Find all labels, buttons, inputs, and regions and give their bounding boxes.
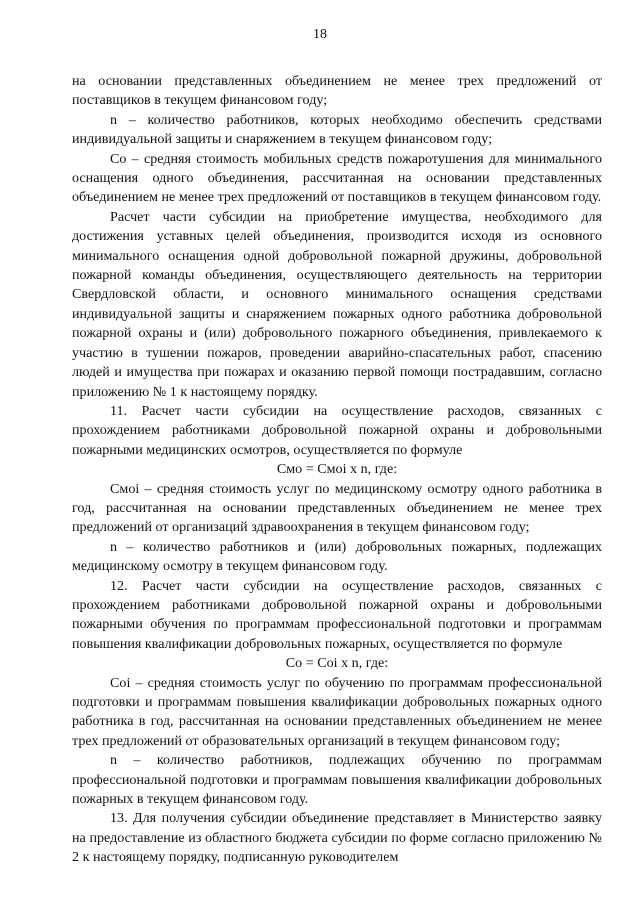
paragraph-smoi-definition: Смоi – средняя стоимость услуг по медицинскому осмотру одного работника в год, рассчитанная на основании представленных объединением не менее трех предложений от организаций здравоохранения в текущем финансовом году; xyxy=(72,480,602,536)
formula-smo: Смо = Смоi x n, где: xyxy=(276,461,398,478)
paragraph-co-definition: Со – средняя стоимость мобильных средств пожаротушения для минимального оснащения одного объединения, рассчитанная на основании представленных объединением не менее трех предложений от поставщиков в текущем финансовом году. xyxy=(72,150,602,206)
paragraph-item-12: 12. Расчет части субсидии на осуществление расходов, связанных с прохождением работниками добровольной пожарной охраны и добровольными пожарными обучения по программам профессиональной подготовки и программам повышения квалификации добровольных пожарных, осуществляется по формуле xyxy=(72,577,602,652)
paragraph-n-training: n – количество работников, подлежащих обучению по программам профессиональной подготовки и программам повышения квалификации добровольных пожарных в текущем финансовом году. xyxy=(72,752,602,808)
paragraph-n-ppe: n – количество работников, которых необходимо обеспечить средствами индивидуальной защиты и снаряжением в текущем финансовом году; xyxy=(72,111,602,148)
page-number: 18 xyxy=(313,27,327,42)
formula-co: Со = Соi x n, где: xyxy=(285,655,389,672)
paragraph-item-11: 11. Расчет части субсидии на осуществление расходов, связанных с прохождением работниками добровольной пожарной охраны и добровольными пожарными медицинских осмотров, осуществляется по формуле xyxy=(72,402,602,458)
paragraph-n-medical: n – количество работников и (или) добровольных пожарных, подлежащих медицинскому осмотру в текущем финансовом году. xyxy=(72,538,602,575)
paragraph-coi-definition: Соi – средняя стоимость услуг по обучению по программам профессиональной подготовки и программам повышения квалификации добровольных пожарных одного работника в год, рассчитанная на основании представленных объединением не менее трех предложений от образовательных организаций в текущем финансовом году; xyxy=(72,674,602,749)
paragraph-property-calculation: Расчет части субсидии на приобретение имущества, необходимого для достижения уставных целей объединения, производится исходя из основного минимального оснащения одной добровольной пожарной дружины, добровольной пожарной команды объединения, осуществляющего деятельность на территории Свердловской области, и основного минимального оснащения средствами индивидуальной защиты и снаряжением пожарных одного работника добровольной пожарной охраны и (или) добровольного пожарного объединения, привлекаемого к участию в тушении пожаров, проведении аварийно-спасательных работ, спасению людей и имущества при пожарах и оказанию первой помощи пострадавшим, согласно приложению № 1 к настоящему порядку. xyxy=(72,208,602,400)
paragraph-continuation: на основании представленных объединением не менее трех предложений от поставщиков в текущем финансовом году; xyxy=(72,73,602,109)
paragraph-item-13: 13. Для получения субсидии объединение представляет в Министерство заявку на предоставление из областного бюджета субсидии по форме согласно приложению № 2 к настоящему порядку, подписанную руководителем xyxy=(72,810,602,866)
document-body xyxy=(72,72,602,868)
